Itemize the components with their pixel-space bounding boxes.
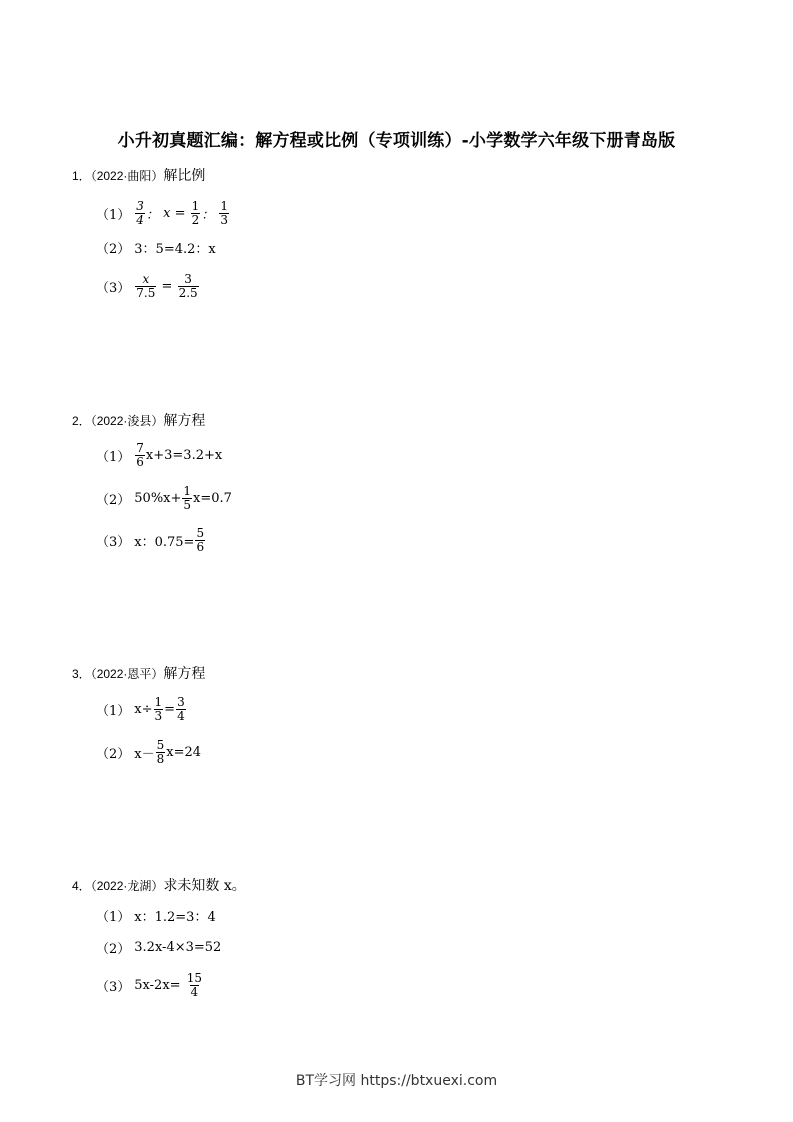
fraction: $\frac{1}{3}$ <box>220 198 229 227</box>
fraction: $\frac{x}{7.5}$ <box>136 271 156 300</box>
question-source: （2022·龙湖） <box>90 879 164 893</box>
fraction: $\frac{15}{4}$ <box>186 970 202 999</box>
question-2-item-3: （3） x：0.75= $\frac{5}{6}$ <box>96 525 205 554</box>
question-1-item-3: （3） $\frac{x}{7.5}$ = $\frac{3}{2.5}$ <box>96 271 198 300</box>
footer-watermark: BT学习网 https://btxuexi.com <box>295 1073 498 1089</box>
fraction: $\frac{5}{6}$ <box>196 525 205 554</box>
fraction: $\frac{1}{2}$ <box>191 198 200 227</box>
question-4-item-3: （3） 5x-2x= $\frac{15}{4}$ <box>96 970 202 999</box>
fraction: $\frac{1}{3}$ <box>154 694 163 723</box>
page-title: 小升初真题汇编：解方程或比例（专项训练）-小学数学六年级下册青岛版 <box>117 131 676 151</box>
fraction: $\frac{7}{6}$ <box>136 440 144 469</box>
question-2-item-2: （2） 50%x+ $\frac{1}{5}$ x=0.7 <box>96 483 232 512</box>
fraction: $\frac{3}{4}$ <box>136 198 144 227</box>
fraction: $\frac{3}{4}$ <box>177 694 185 723</box>
question-source: （2022·恩平） <box>90 667 164 681</box>
question-2-item-1: （1） $\frac{7}{6}$ x+3=3.2+x <box>96 440 223 469</box>
question-number: 4． <box>72 879 91 893</box>
question-3-item-2: （2） x－ $\frac{5}{8}$ x=24 <box>96 737 202 766</box>
question-1-item-1: （1） $\frac{3}{4}$ ： x = $\frac{1}{2}$ ： $\frac{1}{3}$ <box>96 198 229 227</box>
question-4-item-2: （2） 3.2x-4×3=52 <box>96 939 222 957</box>
question-source: （2022·浚县） <box>90 414 164 428</box>
fraction: $\frac{1}{5}$ <box>183 483 192 512</box>
question-1-heading <box>72 165 205 185</box>
question-source: （2022·曲阳） <box>90 169 164 183</box>
question-prompt: 解比例 <box>163 168 206 184</box>
question-3-heading <box>72 663 205 683</box>
question-4-item-1: （1） x：1.2=3：4 <box>96 909 216 925</box>
question-prompt: 求未知数 x。 <box>163 878 246 894</box>
fraction: $\frac{3}{2.5}$ <box>178 271 198 300</box>
question-number: 3． <box>72 667 91 681</box>
question-prompt: 解方程 <box>163 413 206 429</box>
fraction: $\frac{5}{8}$ <box>156 737 165 766</box>
question-prompt: 解方程 <box>163 666 206 682</box>
question-number: 1． <box>72 169 91 183</box>
question-3-item-1: （1） x÷ $\frac{1}{3}$ = $\frac{3}{4}$ <box>96 694 185 723</box>
question-1-item-2: （2） 3：5=4.2：x <box>96 241 216 257</box>
question-2-heading <box>72 410 205 430</box>
question-number: 2． <box>72 414 91 428</box>
question-4-heading <box>72 875 246 895</box>
